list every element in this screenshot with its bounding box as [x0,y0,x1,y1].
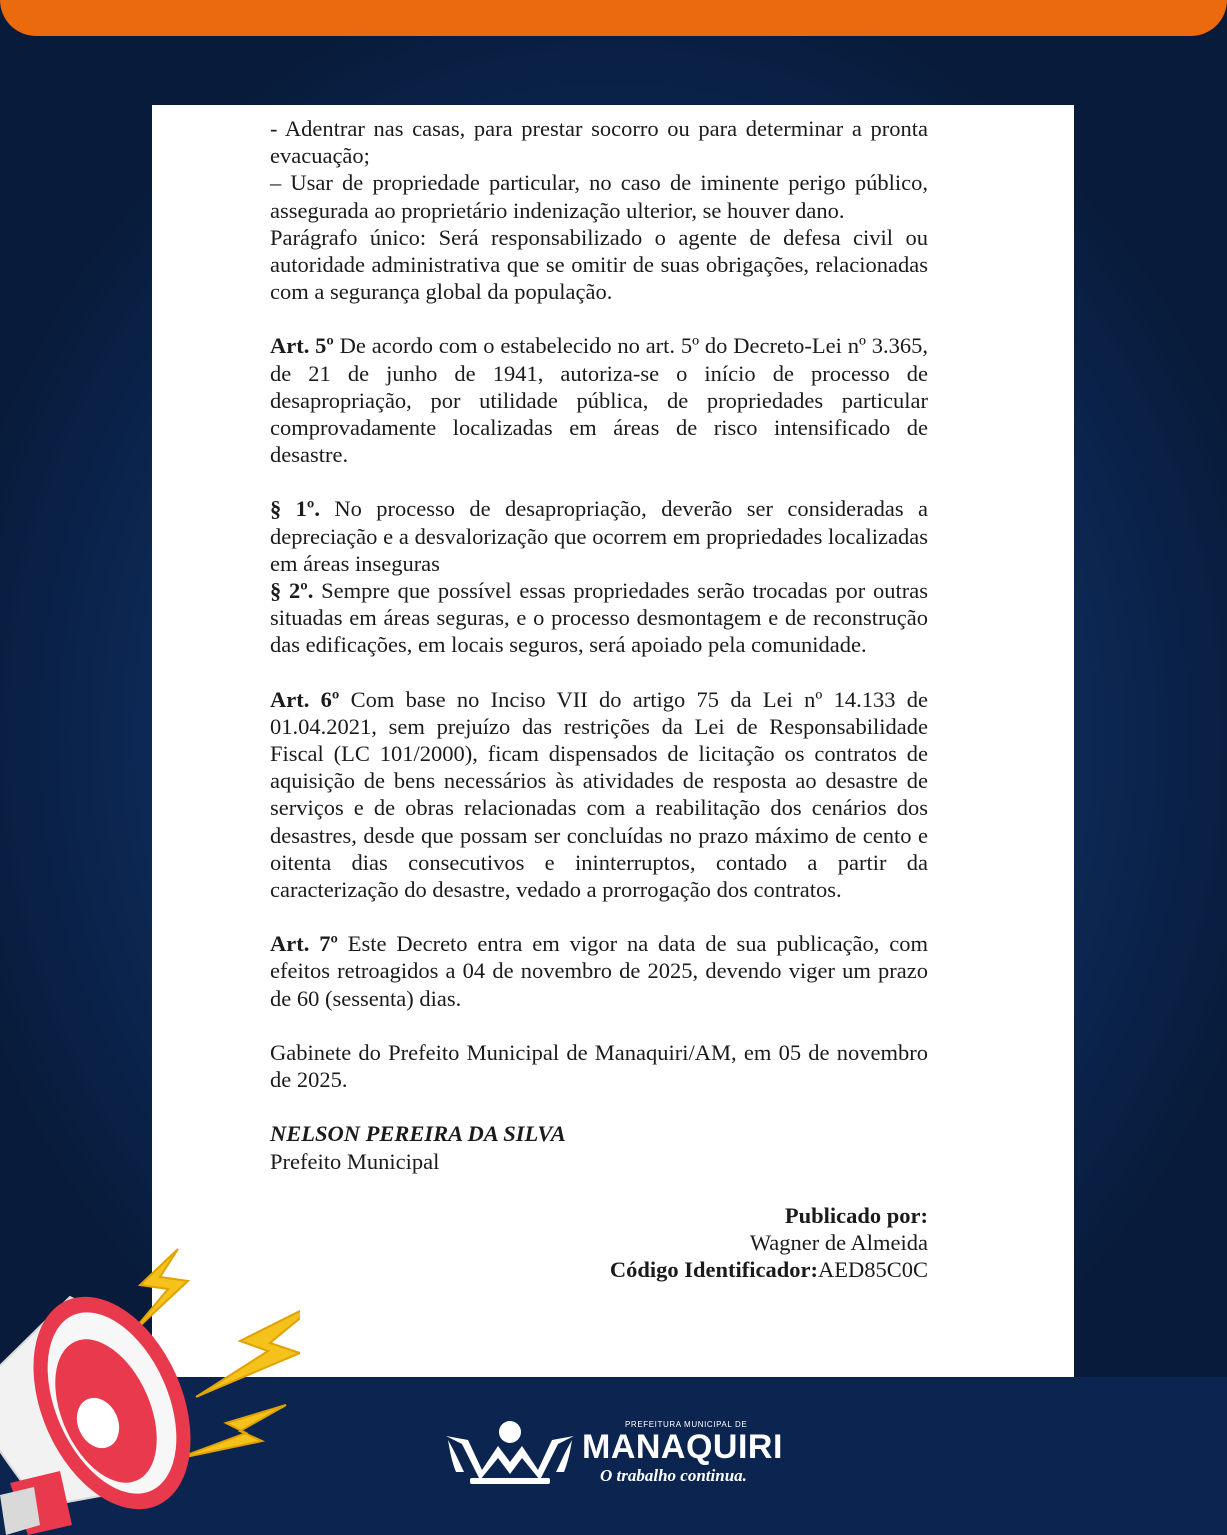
logo-name: MANAQUIRI [582,1428,783,1466]
document-body [270,115,928,1283]
published-by-label [270,1202,928,1229]
logo-small-text: PREFEITURA MUNICIPAL DE [625,1420,748,1429]
article-5-label: Art. 5º [270,333,334,359]
identifier-code-value: AED85C0C [817,1257,928,1283]
closing-statement: Gabinete do Prefeito Municipal de Manaquiri/AM, em 05 de novembro de 2025. [270,1039,928,1093]
article-7 [270,930,928,1012]
identifier-code-label: Código Identificador: [609,1257,818,1283]
paragraph-adentrar: - Adentrar nas casas, para prestar socorro ou para determinar a pronta evacuação; [270,116,928,169]
manaquiri-logo [442,1414,787,1494]
paragraph-usar-propriedade: – Usar de propriedade particular, no caso de iminente perigo público, assegurada ao proprietário indenização ulterior, se houver dano. [270,170,928,223]
paragraph-2 [270,577,928,659]
paragraph-1-text: No processo de desapropriação, deverão ser consideradas a depreciação e a desvalorização que ocorrem em propriedades localizadas em áreas inseguras [270,496,928,576]
signer-role: Prefeito Municipal [270,1148,440,1174]
article-7-label: Art. 7º [270,931,338,957]
logo-slogan: O trabalho continua. [600,1466,747,1485]
paragraph-1-label: § 1º. [270,496,320,522]
top-accent-bar [0,0,1227,36]
paragraph-2-text: Sempre que possível essas propriedades serão trocadas por outras situadas em áreas seguras, e o processo desmontagem e de reconstrução das edificações, em locais seguros, será apoiado pela comunidade. [270,578,928,658]
identifier-code [270,1256,928,1283]
signer-name: NELSON PEREIRA DA SILVA [270,1121,566,1147]
paragraph-2-label: § 2º. [270,578,314,604]
publisher-name: Wagner de Almeida [749,1229,928,1255]
article-6-label: Art. 6º [270,686,340,712]
paragrafo-unico: Parágrafo único: Será responsabilizado o agente de defesa civil ou autoridade administrativa que se omitir de suas obrigações, relacionadas com a segurança global da população. [270,224,928,305]
article-7-text: Este Decreto entra em vigor na data de sua publicação, com efeitos retroagidos a 04 de novembro de 2025, devendo viger um prazo de 60 (sessenta) dias. [270,931,928,1011]
article-6-text: Com base no Inciso VII do artigo 75 da Lei nº 14.133 de 01.04.2021, sem prejuízo das restrições da Lei de Responsabilidade Fiscal (LC 101/2000), ficam dispensados de licitação os contratos de aquisição de bens necessários às atividades de resposta ao desastre de serviços e de obras relacionadas com a reabilitação dos cenários dos desastres, desde que possam ser concluídas no prazo máximo de cento e oitenta dias consecutivos e ininterruptos, contado a partir da caracterização do desastre, vedado a prorrogação dos contratos. [270,686,929,903]
published-by-label-text: Publicado por: [784,1202,928,1228]
crown-people-icon [442,1418,578,1490]
article-5-text: De acordo com o estabelecido no art. 5º do Decreto-Lei nº 3.365, de 21 de junho de 1941, autoriza-se o início de processo de desapropriação, por utilidade pública, de propriedades particular comprovadamente localizadas em áreas de risco intensificado de desastre. [270,333,929,468]
paragraph-1 [270,495,928,577]
document-page [152,105,1074,1377]
megaphone-icon [0,1245,300,1535]
article-5 [270,332,928,468]
article-6 [270,686,928,904]
